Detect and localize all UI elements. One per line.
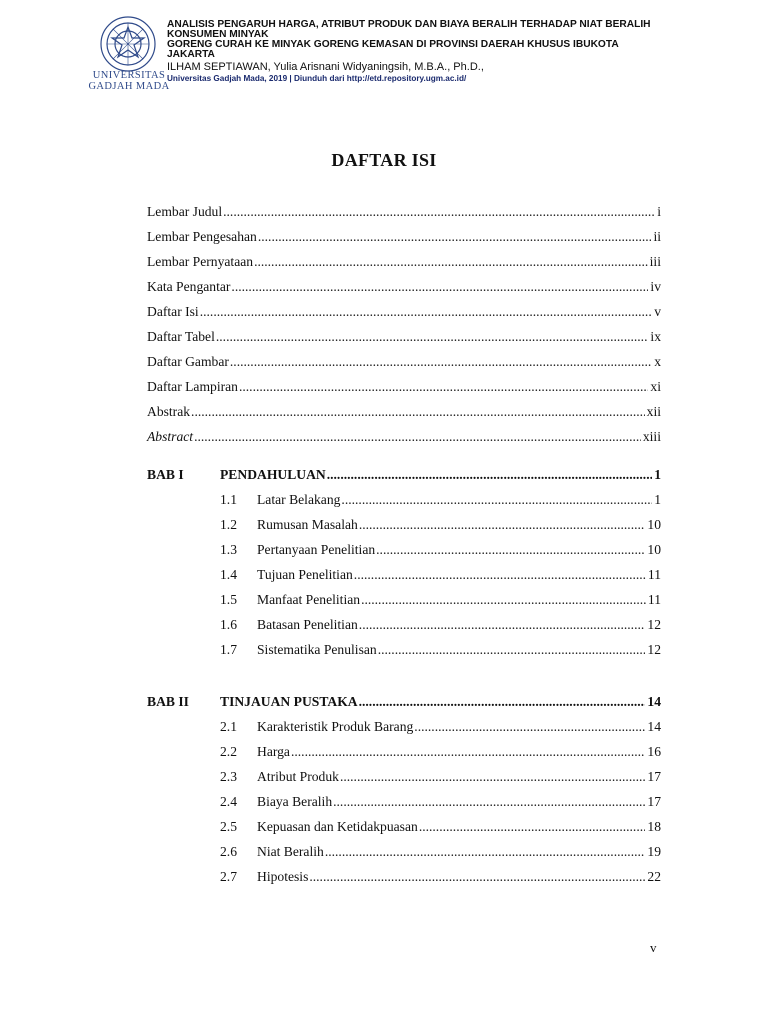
thesis-title-line4: JAKARTA (167, 49, 215, 60)
toc-section (220, 517, 661, 537)
section-title: Batasan Penelitian (257, 617, 358, 632)
thesis-title-line3: GORENG CURAH KE MINYAK GORENG KEMASAN DI PROVINSI DAERAH KHUSUS IBUKOTA (167, 39, 619, 50)
page-number: v (650, 940, 657, 955)
section-title: Rumusan Masalah (257, 517, 358, 532)
section-title: Hipotesis (257, 869, 309, 884)
toc-leader-dots (325, 844, 646, 860)
chapter-page: 1 (654, 467, 661, 482)
chapter-title: PENDAHULUAN (220, 467, 326, 482)
toc-leader-dots (194, 429, 641, 445)
toc-section (220, 869, 661, 889)
toc-leader-dots (378, 642, 646, 658)
section-title: Harga (257, 744, 290, 759)
toc-entry (147, 279, 661, 299)
toc-leader-dots (291, 744, 645, 760)
toc-section (220, 794, 661, 814)
section-number: 1.3 (220, 542, 237, 557)
toc-entry-page: ii (653, 229, 661, 244)
section-title: Karakteristik Produk Barang (257, 719, 414, 734)
section-page: 11 (647, 592, 661, 607)
toc-entry-label: Daftar Tabel (147, 329, 215, 344)
section-number: 2.7 (220, 869, 237, 884)
toc-section (220, 567, 661, 587)
toc-entry (147, 329, 661, 349)
toc-leader-dots (254, 254, 648, 270)
toc-entry (147, 229, 661, 249)
toc-entry (147, 254, 661, 274)
toc-entry-page: xi (650, 379, 661, 394)
toc-section (220, 592, 661, 612)
toc-entry-label: Daftar Isi (147, 304, 199, 319)
toc-entry-label: Kata Pengantar (147, 279, 231, 294)
toc-section (220, 719, 661, 739)
university-wordmark (88, 70, 170, 92)
univ-line1: UNIVERSITAS (92, 70, 166, 81)
toc-leader-dots (333, 794, 645, 810)
toc-section (220, 769, 661, 789)
section-title: Pertanyaan Penelitian (257, 542, 376, 557)
toc-entry (147, 379, 661, 399)
toc-chapter (147, 694, 661, 714)
chapter-number: BAB II (147, 694, 189, 709)
toc-section (220, 617, 661, 637)
chapter-title: TINJAUAN PUSTAKA (220, 694, 358, 709)
toc-leader-dots (230, 354, 652, 370)
section-page: 10 (647, 542, 661, 557)
toc-leader-dots (231, 279, 648, 295)
section-page: 1 (654, 492, 661, 507)
toc-leader-dots (354, 567, 646, 583)
thesis-author: ILHAM SEPTIAWAN, Yulia Arisnani Widyaningsih, M.B.A., Ph.D., (167, 61, 484, 73)
section-title: Tujuan Penelitian (257, 567, 353, 582)
toc-entry-label: Abstract (147, 429, 194, 444)
toc-leader-dots (359, 694, 646, 710)
section-number: 2.6 (220, 844, 237, 859)
toc-section (220, 819, 661, 839)
section-page: 12 (647, 642, 661, 657)
section-number: 2.3 (220, 769, 237, 784)
section-number: 1.6 (220, 617, 237, 632)
chapter-number: BAB I (147, 467, 184, 482)
toc-leader-dots (341, 492, 652, 508)
toc-leader-dots (258, 229, 652, 245)
toc-entry-page: v (654, 304, 661, 319)
section-number: 1.2 (220, 517, 237, 532)
toc-entry-label: Lembar Judul (147, 204, 223, 219)
toc-section (220, 492, 661, 512)
section-title: Sistematika Penulisan (257, 642, 377, 657)
toc-leader-dots (414, 719, 645, 735)
toc-entry-page: iv (650, 279, 661, 294)
section-page: 18 (647, 819, 661, 834)
section-page: 12 (647, 617, 661, 632)
toc-entry (147, 429, 661, 449)
section-title: Biaya Beralih (257, 794, 333, 809)
section-page: 16 (647, 744, 661, 759)
toc-leader-dots (361, 592, 646, 608)
toc-leader-dots (327, 467, 652, 483)
section-number: 1.5 (220, 592, 237, 607)
toc-leader-dots (340, 769, 645, 785)
toc-entry-page: i (657, 204, 661, 219)
document-header (0, 0, 768, 110)
toc-entry (147, 304, 661, 324)
toc-entry (147, 404, 661, 424)
toc-entry-page: xiii (642, 429, 661, 444)
toc-leader-dots (359, 617, 646, 633)
section-title: Kepuasan dan Ketidakpuasan (257, 819, 418, 834)
toc-entry-label: Lembar Pengesahan (147, 229, 257, 244)
university-seal-logo (94, 14, 162, 74)
toc-section (220, 744, 661, 764)
toc-entry-page: iii (649, 254, 661, 269)
toc-entry (147, 354, 661, 374)
thesis-title-line2: KONSUMEN MINYAK (167, 29, 269, 40)
toc-leader-dots (376, 542, 645, 558)
toc-section (220, 844, 661, 864)
toc-entry-page: x (654, 354, 661, 369)
section-title: Atribut Produk (257, 769, 339, 784)
thesis-title-line1: ANALISIS PENGARUH HARGA, ATRIBUT PRODUK DAN BIAYA BERALIH TERHADAP NIAT BERALIH (167, 19, 651, 30)
toc-section (220, 542, 661, 562)
section-page: 14 (647, 719, 661, 734)
section-page: 17 (647, 794, 661, 809)
toc-leader-dots (191, 404, 645, 420)
toc-entry-page: xii (646, 404, 661, 419)
toc-chapter (147, 467, 661, 487)
section-number: 1.1 (220, 492, 237, 507)
section-page: 19 (647, 844, 661, 859)
section-number: 1.4 (220, 567, 237, 582)
toc-entry (147, 204, 661, 224)
page-title: DAFTAR ISI (331, 150, 437, 170)
toc-entry-label: Abstrak (147, 404, 191, 419)
section-number: 1.7 (220, 642, 237, 657)
univ-line2: GADJAH MADA (88, 81, 170, 92)
thesis-source: Universitas Gadjah Mada, 2019 | Diunduh dari http://etd.repository.ugm.ac.id/ (167, 74, 467, 83)
toc-leader-dots (216, 329, 649, 345)
section-title: Latar Belakang (257, 492, 341, 507)
section-page: 11 (647, 567, 661, 582)
toc-leader-dots (419, 819, 646, 835)
section-number: 2.1 (220, 719, 237, 734)
section-number: 2.5 (220, 819, 237, 834)
toc-leader-dots (223, 204, 655, 220)
header-text (167, 20, 747, 84)
toc-entry-page: ix (650, 329, 661, 344)
chapter-page: 14 (647, 694, 661, 709)
toc-section (220, 642, 661, 662)
toc-entry-label: Daftar Gambar (147, 354, 229, 369)
section-page: 22 (647, 869, 661, 884)
toc-leader-dots (359, 517, 646, 533)
toc-leader-dots (239, 379, 648, 395)
section-number: 2.4 (220, 794, 237, 809)
toc-leader-dots (200, 304, 652, 320)
section-title: Niat Beralih (257, 844, 324, 859)
toc-entry-label: Daftar Lampiran (147, 379, 238, 394)
toc-leader-dots (309, 869, 645, 885)
toc-entry-label: Lembar Pernyataan (147, 254, 254, 269)
section-page: 17 (647, 769, 661, 784)
section-page: 10 (647, 517, 661, 532)
section-number: 2.2 (220, 744, 237, 759)
section-title: Manfaat Penelitian (257, 592, 361, 607)
